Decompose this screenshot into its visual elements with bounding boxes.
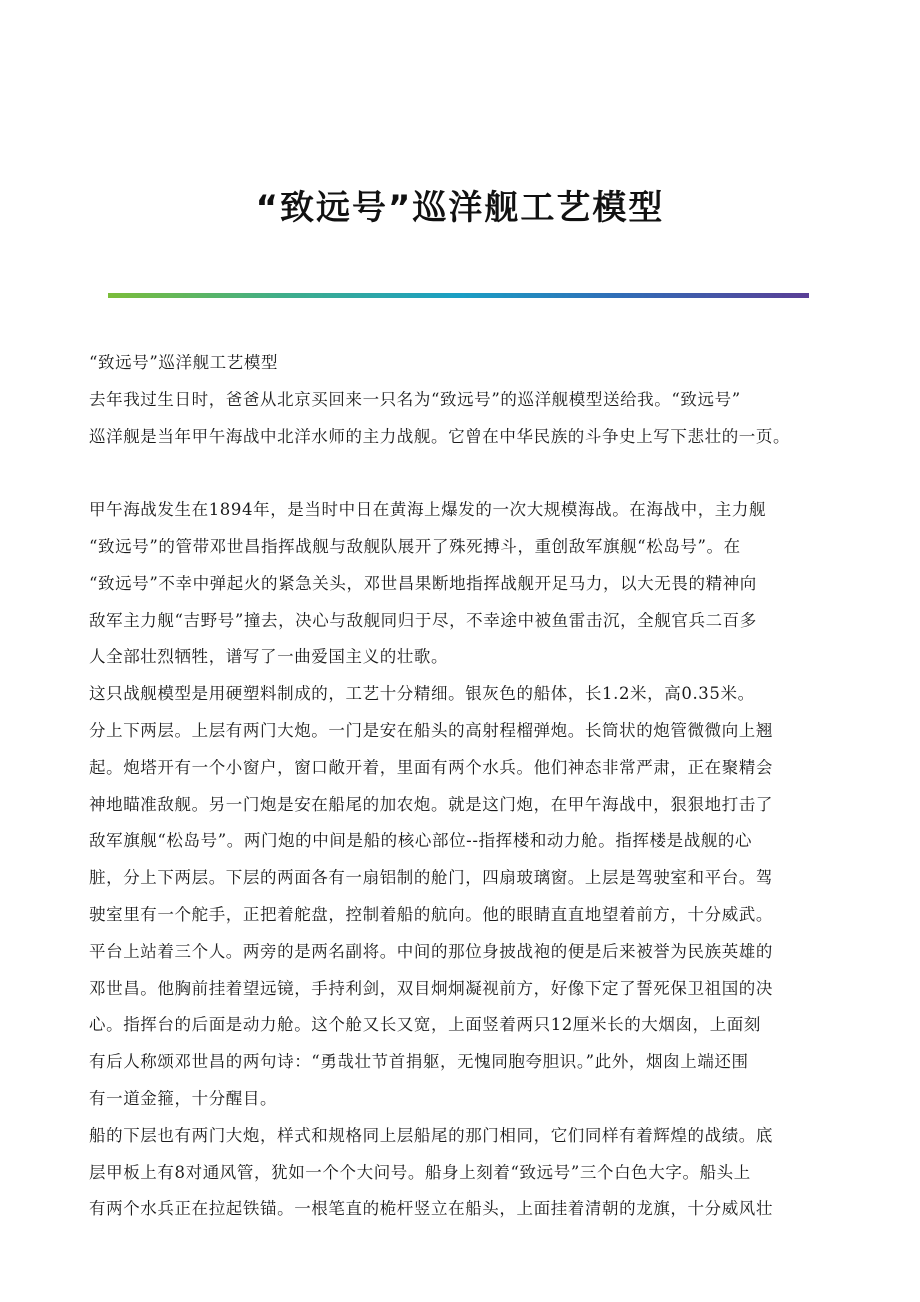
text-line: 心。指挥台的后面是动力舱。这个舱又长又宽，上面竖着两只12厘米长的大烟囱，上面刻	[89, 1015, 761, 1035]
text-line: 层甲板上有8对通风管，犹如一个个大问号。船身上刻着“致远号”三个白色大字。船头上	[89, 1162, 751, 1182]
text-line: 脏，分上下两层。下层的两面各有一扇铝制的舱门，四扇玻璃窗。上层是驾驶室和平台。驾	[89, 868, 773, 888]
text-line: 这只战舰模型是用硬塑料制成的，工艺十分精细。银灰色的船体，长1.2米，高0.35米。	[89, 684, 755, 704]
text-line: 敌军旗舰“松岛号”。两门炮的中间是船的核心部位--指挥楼和动力舱。指挥楼是战舰的心	[89, 831, 753, 851]
text-line: 神地瞄准敌舰。另一门炮是安在船尾的加农炮。就是这门炮，在甲午海战中，狠狠地打击了	[89, 794, 773, 814]
text-line: 邓世昌。他胸前挂着望远镜，手持利剑，双目炯炯凝视前方，好像下定了誓死保卫祖国的决	[89, 978, 773, 998]
text-line: “致远号”的管带邓世昌指挥战舰与敌舰队展开了殊死搏斗，重创敌军旗舰“松岛号”。在	[89, 536, 741, 556]
page-title: “致远号”巡洋舰工艺模型	[255, 188, 665, 228]
text-line: 平台上站着三个人。两旁的是两名副将。中间的那位身披战袍的便是后来被誉为民族英雄的	[89, 941, 773, 961]
text-line: 分上下两层。上层有两门大炮。一门是安在船头的高射程榴弹炮。长筒状的炮管微微向上翘	[89, 720, 773, 740]
text-line: 去年我过生日时，爸爸从北京买回来一只名为“致远号”的巡洋舰模型送给我。“致远号”	[89, 389, 741, 409]
text-line: 敌军主力舰“吉野号”撞去，决心与敌舰同归于尽，不幸途中被鱼雷击沉，全舰官兵二百多	[89, 610, 757, 630]
article-heading-line: “致远号”巡洋舰工艺模型	[89, 353, 279, 372]
text-line: 甲午海战发生在1894年，是当时中日在黄海上爆发的一次大规模海战。在海战中，主力舰	[89, 500, 767, 520]
text-line: 人全部壮烈牺牲，谱写了一曲爱国主义的壮歌。	[89, 647, 449, 667]
text-line: “致远号”不幸中弹起火的紧急关头，邓世昌果断地指挥战舰开足马力，以大无畏的精神向	[89, 573, 757, 593]
text-line: 有一道金箍，十分醒目。	[89, 1088, 278, 1108]
text-line: 有两个水兵正在拉起铁锚。一根笔直的桅杆竖立在船头，上面挂着清朝的龙旗，十分威风壮	[89, 1199, 773, 1219]
text-line: 巡洋舰是当年甲午海战中北洋水师的主力战舰。它曾在中华民族的斗争史上写下悲壮的一页。	[89, 426, 791, 446]
article-body	[89, 345, 834, 1228]
text-line: 驶室里有一个舵手，正把着舵盘，控制着船的航向。他的眼睛直直地望着前方，十分威武。	[89, 904, 773, 924]
text-line: 有后人称颂邓世昌的两句诗：“勇哉壮节首捐躯，无愧同胞夸胆识。”此外，烟囱上端还围	[89, 1052, 749, 1072]
blank-line	[89, 455, 834, 492]
text-line: 起。炮塔开有一个小窗户，窗口敞开着，里面有两个水兵。他们神态非常严肃，正在聚精会	[89, 757, 773, 777]
text-line: 船的下层也有两门大炮，样式和规格同上层船尾的那门相同，它们同样有着辉煌的战绩。底	[89, 1125, 773, 1145]
title-divider	[108, 293, 809, 298]
